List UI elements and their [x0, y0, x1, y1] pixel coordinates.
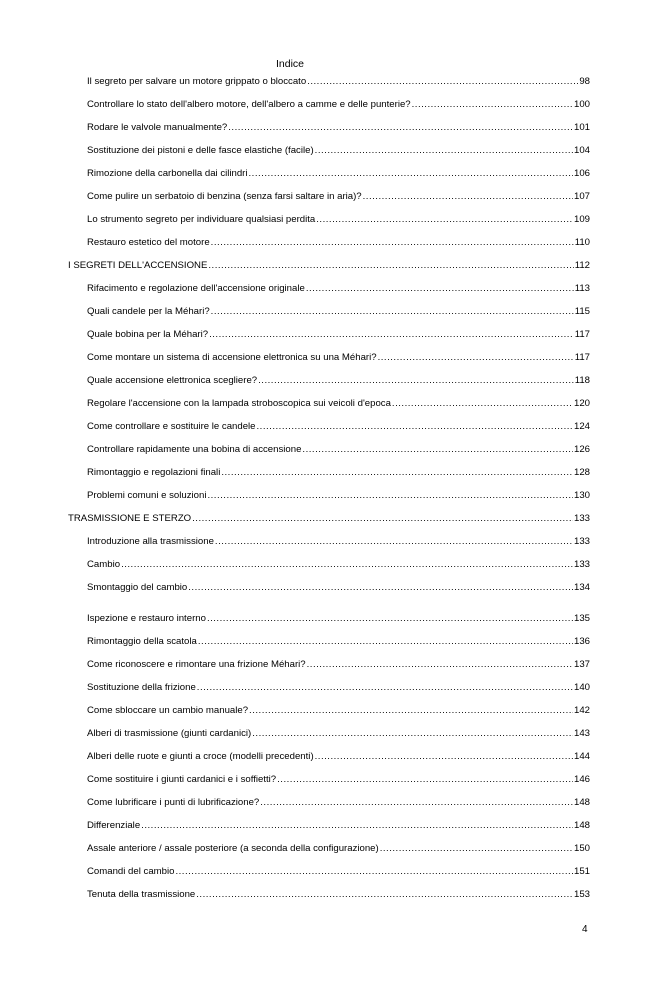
toc-entry-title: Rodare le valvole manualmente?	[87, 122, 228, 133]
toc-dot-leader	[192, 512, 573, 525]
toc-entry-title: Tenuta della trasmissione	[87, 889, 196, 900]
toc-entry[interactable]	[87, 796, 590, 809]
toc-dot-leader	[249, 704, 573, 717]
toc-dot-leader	[257, 420, 573, 433]
toc-entry-page: 124	[573, 421, 590, 432]
toc-entry[interactable]	[87, 489, 590, 502]
toc-entry[interactable]	[87, 819, 590, 832]
toc-entry[interactable]	[87, 635, 590, 648]
toc-dot-leader	[392, 397, 573, 410]
toc-chapter-entry[interactable]	[68, 259, 590, 272]
toc-entry-page: 101	[573, 122, 590, 133]
toc-entry[interactable]	[87, 213, 590, 226]
toc-entry-page: 133	[573, 559, 590, 570]
toc-dot-leader	[363, 190, 573, 203]
toc-entry-page: 115	[574, 306, 590, 317]
toc-dot-leader	[316, 213, 573, 226]
toc-entry-title: I SEGRETI DELL'ACCENSIONE	[68, 260, 208, 271]
toc-entry-title: Assale anteriore / assale posteriore (a seconda della configurazione)	[87, 843, 379, 854]
toc-entry-title: Regolare l'accensione con la lampada stroboscopica sui veicoli d'epoca	[87, 398, 391, 409]
toc-dot-leader	[307, 75, 578, 88]
toc-entry-title: Cambio	[87, 559, 121, 570]
toc-dot-leader	[249, 167, 573, 180]
toc-entry-title: Come sbloccare un cambio manuale?	[87, 705, 249, 716]
toc-entry-title: Rifacimento e regolazione dell'accensione originale	[87, 283, 305, 294]
toc-dot-leader	[141, 819, 573, 832]
toc-entry-page: 104	[573, 145, 590, 156]
toc-entry-page: 137	[573, 659, 590, 670]
toc-dot-leader	[228, 121, 573, 134]
toc-dot-leader	[211, 236, 574, 249]
toc-dot-leader	[207, 489, 573, 502]
toc-dot-leader	[277, 773, 573, 786]
toc-entry-page: 117	[574, 352, 590, 363]
toc-entry-page: 142	[573, 705, 590, 716]
toc-entry[interactable]	[87, 865, 590, 878]
toc-dot-leader	[315, 144, 573, 157]
toc-chapter-entry[interactable]	[68, 512, 590, 525]
toc-entry[interactable]	[87, 374, 590, 387]
toc-entry-page: 136	[573, 636, 590, 647]
toc-entry[interactable]	[87, 466, 590, 479]
toc-entry-page: 106	[573, 168, 590, 179]
toc-entry-title: Come pulire un serbatoio di benzina (senza farsi saltare in aria)?	[87, 191, 362, 202]
toc-entry-page: 118	[574, 375, 590, 386]
toc-entry-page: 151	[573, 866, 590, 877]
toc-entry[interactable]	[87, 351, 590, 364]
toc-entry-title: Come controllare e sostituire le candele	[87, 421, 256, 432]
toc-entry-title: Come sostituire i giunti cardanici e i soffietti?	[87, 774, 277, 785]
toc-dot-leader	[260, 796, 573, 809]
toc-entry-page: 128	[573, 467, 590, 478]
toc-dot-leader	[252, 727, 573, 740]
toc-entry-title: Quale accensione elettronica scegliere?	[87, 375, 258, 386]
toc-entry-page: 148	[573, 820, 590, 831]
toc-entry[interactable]	[87, 704, 590, 717]
toc-entry-page: 112	[574, 260, 590, 271]
toc-entry-title: Quale bobina per la Méhari?	[87, 329, 209, 340]
toc-entry-title: Alberi delle ruote e giunti a croce (modelli precedenti)	[87, 751, 314, 762]
toc-entry[interactable]	[87, 443, 590, 456]
page-number: 4	[582, 924, 588, 935]
toc-dot-leader	[197, 681, 573, 694]
toc-entry-page: 107	[573, 191, 590, 202]
toc-entry-title: Comandi del cambio	[87, 866, 175, 877]
toc-entry-title: Come riconoscere e rimontare una frizione Méhari?	[87, 659, 306, 670]
toc-dot-leader	[315, 750, 573, 763]
toc-entry-title: Lo strumento segreto per individuare qualsiasi perdita	[87, 214, 316, 225]
toc-entry-page: 143	[573, 728, 590, 739]
toc-entry-title: Alberi di trasmissione (giunti cardanici)	[87, 728, 252, 739]
toc-dot-leader	[412, 98, 573, 111]
toc-entry-title: Come montare un sistema di accensione elettronica su una Méhari?	[87, 352, 377, 363]
toc-entry[interactable]	[87, 842, 590, 855]
toc-entry-page: 148	[573, 797, 590, 808]
toc-dot-leader	[307, 658, 573, 671]
toc-entry-title: Quali candele per la Méhari?	[87, 306, 210, 317]
toc-dot-leader	[306, 282, 574, 295]
toc-dot-leader	[258, 374, 574, 387]
toc-entry[interactable]	[87, 121, 590, 134]
toc-entry-page: 146	[573, 774, 590, 785]
toc-entry-title: Come lubrificare i punti di lubrificazione?	[87, 797, 260, 808]
toc-entry-title: Ispezione e restauro interno	[87, 613, 206, 624]
toc-entry[interactable]	[87, 658, 590, 671]
toc-entry-page: 133	[573, 513, 590, 524]
toc-entry[interactable]	[87, 167, 590, 180]
toc-entry-title: Restauro estetico del motore	[87, 237, 210, 248]
toc-dot-leader	[198, 635, 573, 648]
toc-entry[interactable]	[87, 75, 590, 88]
toc-dot-leader	[302, 443, 573, 456]
toc-entry[interactable]	[87, 328, 590, 341]
toc-dot-leader	[196, 888, 573, 901]
toc-entry-title: Sostituzione della frizione	[87, 682, 196, 693]
toc-dot-leader	[175, 865, 573, 878]
toc-entry-title: Rimozione della carbonella dai cilindri	[87, 168, 248, 179]
toc-entry-page: 117	[574, 329, 590, 340]
toc-entry-page: 110	[574, 237, 590, 248]
toc-entry-title: Smontaggio del cambio	[87, 582, 188, 593]
toc-entry-page: 135	[573, 613, 590, 624]
toc-entry-page: 150	[573, 843, 590, 854]
toc-entry-title: Il segreto per salvare un motore grippato o bloccato	[87, 76, 307, 87]
toc-entry-page: 133	[573, 536, 590, 547]
toc-entry[interactable]	[87, 612, 590, 625]
toc-entry-title: TRASMISSIONE E STERZO	[68, 513, 192, 524]
toc-dot-leader	[207, 612, 573, 625]
toc-entry[interactable]	[87, 888, 590, 901]
toc-entry[interactable]	[87, 190, 590, 203]
toc-entry-page: 98	[579, 76, 590, 87]
toc-entry-title: Problemi comuni e soluzioni	[87, 490, 207, 501]
toc-dot-leader	[121, 558, 573, 571]
page-title: Indice	[275, 58, 305, 70]
toc-entry-title: Controllare lo stato dell'albero motore, dell'albero a camme e delle punterie?	[87, 99, 411, 110]
toc-entry[interactable]	[87, 305, 590, 318]
toc-entry[interactable]	[87, 558, 590, 571]
toc-entry-page: 153	[573, 889, 590, 900]
toc-entry[interactable]	[87, 681, 590, 694]
toc-entry-page: 130	[573, 490, 590, 501]
toc-entry-page: 100	[573, 99, 590, 110]
toc-dot-leader	[188, 581, 573, 594]
toc-dot-leader	[380, 842, 573, 855]
toc-entry-title: Differenziale	[87, 820, 141, 831]
toc-entry[interactable]	[87, 144, 590, 157]
toc-entry-title: Controllare rapidamente una bobina di accensione	[87, 444, 302, 455]
toc-entry-page: 120	[573, 398, 590, 409]
toc-entry[interactable]	[87, 98, 590, 111]
toc-dot-leader	[211, 305, 574, 318]
toc-entry-page: 134	[573, 582, 590, 593]
toc-entry-page: 144	[573, 751, 590, 762]
toc-entry-page: 109	[573, 214, 590, 225]
toc-entry[interactable]	[87, 535, 590, 548]
toc-dot-leader	[209, 328, 574, 341]
toc-entry-page: 126	[573, 444, 590, 455]
toc-entry[interactable]	[87, 236, 590, 249]
toc-entry-title: Introduzione alla trasmissione	[87, 536, 214, 547]
toc-entry[interactable]	[87, 773, 590, 786]
toc-entry[interactable]	[87, 581, 590, 594]
toc-entry[interactable]	[87, 420, 590, 433]
toc-entry[interactable]	[87, 282, 590, 295]
toc-entry-page: 113	[574, 283, 590, 294]
toc-dot-leader	[208, 259, 573, 272]
toc-entry[interactable]	[87, 750, 590, 763]
toc-entry[interactable]	[87, 397, 590, 410]
toc-dot-leader	[378, 351, 574, 364]
toc-dot-leader	[221, 466, 573, 479]
toc-entry-page: 140	[573, 682, 590, 693]
toc-entry[interactable]	[87, 727, 590, 740]
toc-entry-title: Rimontaggio e regolazioni finali	[87, 467, 221, 478]
toc-dot-leader	[215, 535, 573, 548]
toc-entry-title: Sostituzione dei pistoni e delle fasce elastiche (facile)	[87, 145, 314, 156]
toc-entry-title: Rimontaggio della scatola	[87, 636, 197, 647]
